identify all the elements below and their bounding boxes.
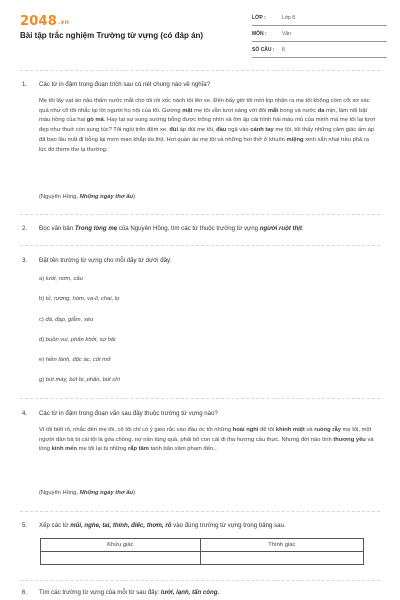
divider (20, 398, 380, 399)
source-suffix: ) (133, 490, 135, 496)
passage-text: mẹ tôi lại bị những (77, 446, 128, 453)
option-label: d) (39, 337, 45, 343)
question-number: 2. (22, 225, 28, 232)
option-label: a) (39, 276, 45, 282)
bold-term: mặt (182, 107, 193, 114)
passage-text: xinh xắn nhai trầu phả ra lúc đó thơm tho lạ thường. (39, 136, 370, 153)
bold-term: ruồng rẫy (314, 427, 341, 433)
passage-text: trong và nước (278, 107, 318, 114)
option-d (39, 337, 115, 343)
question-4 (22, 409, 380, 418)
text-part: Đọc văn bản (39, 225, 75, 232)
text-part: Tìm các trường từ vựng của mỗi từ sau đây: (39, 589, 161, 596)
bold-term: mắt (267, 107, 279, 114)
option-text: tủ, rương, hòm, va-li, chai, lọ (45, 296, 120, 302)
table-row (41, 552, 364, 565)
table-header: Thính giác (200, 539, 363, 552)
text-part: . (302, 225, 304, 232)
passage-text: Vì tôi biết rõ, nhắc đến mẹ tôi, cô tôi chỉ có ý gieo rắc vào đầu óc tôi những (39, 427, 233, 433)
site-logo[interactable] (20, 14, 69, 29)
divider (20, 580, 380, 581)
meta-label: SỐ CÂU : (252, 46, 275, 53)
question-number: 5. (22, 522, 28, 529)
meta-label: LỚP : (252, 14, 266, 21)
question-number: 4. (22, 410, 28, 417)
option-g (39, 377, 120, 383)
logo-suffix: .vn (57, 19, 70, 26)
meta-label: MÔN : (252, 30, 267, 37)
passage-text: mẹ tôi, tôi thấy những cảm giác ấm áp đã bao lâu mất đi bỗng lại mơn man khắp da thịt. Hơi quần áo mẹ tôi và những hơi thở ở khuôn (39, 127, 375, 143)
text-part: vào đúng trường từ vựng trong bảng sau. (171, 522, 286, 529)
question-5 (22, 521, 380, 530)
meta-value: 8 (282, 46, 285, 53)
meta-row-count (252, 42, 387, 58)
source-prefix: (Nguyên Hồng, (39, 490, 80, 496)
source-suffix: ) (133, 194, 135, 200)
option-label: b) (39, 296, 45, 302)
option-c (39, 317, 93, 323)
bold-term: đùi (169, 127, 179, 134)
question-3 (22, 256, 380, 265)
passage-text: tanh bẩn xâm phạm đến... (148, 446, 218, 453)
option-text: đá, đạp, giẫm, xéo (45, 317, 94, 323)
question-text (39, 588, 380, 597)
question-1 (22, 80, 380, 89)
option-e (39, 357, 110, 363)
source-book: Những ngày thơ ấu (79, 490, 134, 496)
text-words: lưới, lạnh, tấn công. (160, 589, 220, 596)
meta-row-subject (252, 26, 387, 42)
divider (20, 70, 380, 71)
text-part: Xếp các từ (39, 522, 71, 529)
question-text: Các từ in đậm trong đoạn văn sau đây thuộc trường từ vựng nào? (39, 410, 218, 417)
passage-text: Mẹ tôi lấy vạt áo nâu thấm nước mắt cho tôi rồi xốc nách tôi lên xe. Đến bấy giờ tôi mới kịp nhận ra mẹ tôi không còm cõi xơ xác quá như cô tôi nhắc lại lời người họ nội của tôi. Gương (39, 98, 370, 114)
bold-term: khinh miệt (275, 427, 305, 433)
passage-text: . Hay tại sự sung sướng bỗng được trông nhìn và ôm ấp cái hình hài máu mủ của mình mà mẹ tôi lại tươi đẹp như thuở còn sung túc? Tôi ngồi trên đệm xe, (39, 117, 376, 134)
meta-box (252, 10, 387, 58)
source-prefix: (Nguyên Hồng, (39, 194, 80, 200)
text-term: người ruột thịt (259, 225, 303, 232)
question-2 (22, 224, 380, 233)
question-number: 6. (22, 589, 28, 596)
text-words: mũi, nghe, tai, thính, điếc, thơm, rõ (70, 522, 172, 529)
source-book: Những ngày thơ ấu (79, 194, 134, 200)
divider (20, 214, 380, 215)
question-4-passage (39, 426, 378, 455)
option-text: buồn vui, phấn khởi, sợ hãi (45, 337, 116, 343)
question-4-source (39, 490, 135, 496)
bold-term: cánh tay (250, 127, 274, 134)
question-text (39, 224, 380, 233)
question-6 (22, 588, 380, 597)
text-part: của Nguyên Hồng, tìm các từ thuộc trường từ vựng (117, 225, 260, 232)
meta-value: Văn (282, 30, 291, 37)
passage-text: và lòng (39, 436, 374, 453)
meta-row-class (252, 10, 387, 26)
option-b (39, 296, 119, 302)
bold-term: da (317, 107, 325, 114)
passage-text: mẹ tôi, một người đàn bà bị cái tội là góa chồng, nợ nần túng quá, phải bỏ con cái đi tha hương cầu thực. Nhưng đời nào tình (39, 427, 372, 443)
divider (20, 511, 380, 512)
table-header-row (41, 539, 364, 552)
bold-term: hoài nghi (232, 427, 259, 433)
bold-term: kính mến (51, 446, 78, 453)
document-header (0, 0, 400, 68)
question-text: Đặt tên trường từ vựng cho mỗi dãy từ dưới đây: (39, 257, 172, 264)
divider (20, 245, 380, 246)
table-cell[interactable] (41, 552, 201, 565)
question-1-source (39, 194, 135, 200)
table-cell[interactable] (200, 552, 363, 565)
meta-value: Lớp 8 (282, 14, 296, 21)
question-1-passage (39, 97, 378, 155)
option-a (39, 276, 83, 282)
bold-term: đầu (216, 127, 227, 134)
option-label: e) (39, 357, 45, 363)
passage-text: mịn, làm nổi bật màu hồng của hai (39, 107, 368, 124)
logo-text: 2048 (20, 14, 57, 29)
passage-text: và (304, 427, 315, 433)
page-title: Bài tập trắc nghiệm Trường từ vựng (có đáp án) (20, 31, 204, 40)
option-label: c) (39, 317, 44, 323)
passage-text: mẹ tôi vẫn tươi sáng với đôi (192, 107, 268, 114)
question-text: Các từ in đậm trong đoạn trích sau có nét chung nào về nghĩa? (39, 81, 211, 88)
option-label: g) (39, 377, 45, 383)
bold-term: gò má (86, 117, 104, 124)
text-title: Trong lòng mẹ (74, 225, 118, 232)
option-text: hiền lành, độc ác, cởi mở (45, 357, 111, 363)
bold-term: miệng (286, 136, 304, 143)
passage-text: ngả vào (226, 127, 251, 134)
bold-term: rắp tâm (127, 446, 149, 453)
option-text: bút máy, bút bi, phấn, bút chì (45, 377, 121, 383)
question-number: 1. (22, 81, 28, 88)
option-text: lưới, nơm, câu (45, 276, 83, 282)
question-number: 3. (22, 257, 28, 264)
bold-term: thương yêu (333, 436, 366, 443)
sense-table (40, 538, 364, 565)
question-text (39, 521, 380, 530)
passage-text: để tôi (258, 427, 276, 433)
passage-text: áp đùi mẹ tôi, (178, 127, 217, 134)
table-header: Khứu giác (41, 539, 201, 552)
